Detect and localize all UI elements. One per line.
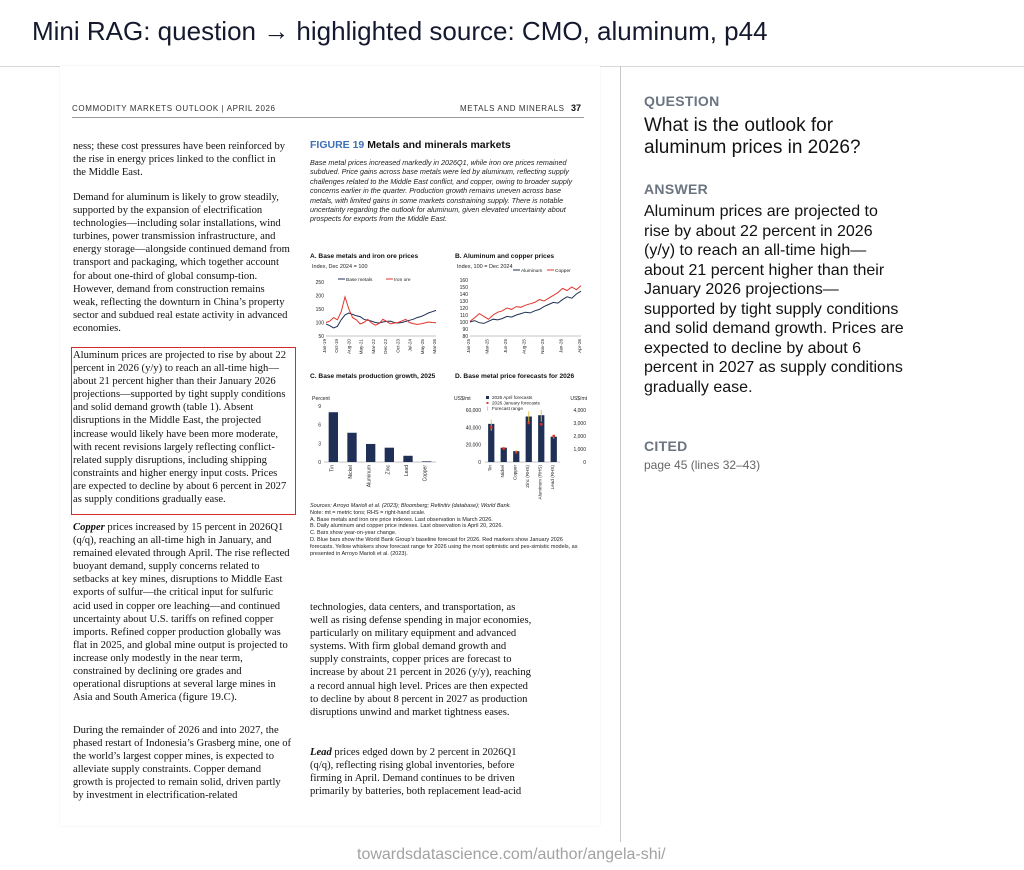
y-tick-label: 200 [315, 293, 324, 300]
paragraph [310, 746, 532, 798]
series-line [326, 310, 436, 328]
y-tick-label: 0 [478, 460, 481, 466]
y-tick-label-right: 0 [583, 460, 586, 466]
y-tick-label: 90 [462, 327, 468, 333]
january-forecast-marker [553, 435, 555, 437]
figure-note: D. Blue bars show the World Bank Group’s baseline forecast for 2026. Red markers show January 2026 forecasts. Yellow whiskers show forecast range for 2026 using the most optimistic and pes-simistic models, as presented in Arroyo Marioli et al. (2023). [310, 536, 578, 557]
panel-divider [620, 66, 621, 842]
running-head-rule [72, 117, 584, 118]
figure-sources [310, 503, 585, 557]
y-axis-label-right: US$/mt [570, 396, 587, 402]
x-tick-label: Nov-25 [540, 339, 545, 354]
x-tick-label: Jan-19 [322, 339, 327, 354]
bar [501, 448, 507, 462]
x-tick-label: May-21 [358, 339, 364, 355]
chart-b-note: Index, 100 = Dec 2024 [457, 264, 513, 270]
legend-label: Copper [555, 269, 571, 274]
highlighted-paragraph: Aluminum prices are projected to rise by about 22 percent in 2026 (y/y) to reach an all-time high—about 21 percent higher than their January 2026 projections—supported by tight supply conditions and solid demand growth (table 1). Absent disruptions in the Middle East, the projected increase would likely have been more moderate, with recent revisions largely reflecting conflict-related supply disruptions, including shipping constraints and higher energy input costs. Prices are expected to decline by about 6 percent in 2027 as supply conditions gradually ease. [73, 350, 287, 506]
figure-note: C. Bars show year-on-year change. [310, 530, 397, 537]
figure-note-line: Note: mt = metric tons; RHS = right-hand scale. [310, 509, 426, 516]
legend-label: 2026 January forecasts [492, 400, 540, 406]
source-watermark: towardsdatascience.com/author/angela-shi/ [357, 846, 666, 863]
paragraph-body: prices edged down by 2 percent in 2026Q1 (q/q), reflecting rising global inventories, before firming in April. Demand continues to be driven primarily by batteries, both replacement lead-acid [310, 747, 522, 798]
january-forecast-marker [503, 447, 505, 449]
x-tick-label: Apr-26 [577, 339, 582, 353]
y-tick-label: 40,000 [465, 425, 481, 432]
bar [551, 437, 557, 462]
y-tick-label: 150 [459, 285, 468, 291]
y-axis-label-left: US$/mt [454, 396, 471, 402]
bar [347, 433, 356, 462]
y-tick-label-right: 2,000 [573, 434, 586, 440]
x-tick-label: Aluminum [366, 465, 373, 488]
x-tick-label: Tin [487, 465, 493, 472]
series-line [470, 286, 581, 322]
y-axis-label: Percent [312, 396, 330, 402]
chart-a-note: Index, Dec 2024 = 100 [312, 264, 368, 270]
x-tick-label: Mar-25 [484, 339, 490, 354]
y-tick-label: 6 [318, 422, 321, 429]
chart-a [310, 262, 442, 370]
y-tick-label: 100 [459, 320, 468, 326]
paragraph-lead: Copper [73, 522, 105, 533]
paragraph: During the remainder of 2026 and into 2027, the phased restart of Indonesia’s Grasberg mine, one of the world’s largest copper mines, is expected to alleviate supply constraints. Copper demand growth is projected to remain solid, driven partly by investment in electrification-related [73, 725, 292, 802]
paragraph [73, 521, 290, 704]
bar [366, 444, 375, 462]
x-tick-label: Oct-23 [395, 339, 401, 353]
chart-d [453, 392, 588, 500]
chart-c [310, 392, 442, 500]
cited-heading: CITED [644, 438, 688, 454]
y-tick-label: 110 [460, 313, 468, 319]
figure-label: FIGURE 19 [310, 139, 365, 151]
x-tick-label: Jun-25 [503, 339, 508, 354]
y-tick-label-right: 4,000 [573, 408, 586, 414]
y-tick-label: 120 [459, 306, 468, 312]
x-tick-label: Mar-22 [370, 339, 376, 354]
x-tick-label: Zinc [385, 465, 392, 475]
chart-d-title: D. Base metal price forecasts for 2026 [455, 373, 575, 380]
chart-c-title: C. Base metals production growth, 2025 [310, 373, 436, 380]
bar [538, 415, 544, 462]
x-tick-label: Nickel [348, 465, 354, 479]
figure-note: A. Base metals and iron ore price indexes. Last observation is March 2026. [310, 516, 493, 523]
legend-swatch [487, 402, 489, 404]
legend-label: Aluminum [521, 269, 543, 274]
y-tick-label: 150 [315, 307, 324, 313]
bar [385, 448, 394, 462]
x-tick-label: Copper [422, 465, 429, 482]
chart-b-title: B. Aluminum and copper prices [455, 253, 555, 260]
january-forecast-marker [515, 451, 517, 453]
y-tick-label: 80 [462, 334, 468, 340]
y-tick-label: 3 [318, 441, 321, 448]
x-tick-label: Aug-20 [346, 339, 352, 354]
y-tick-label: 9 [318, 404, 321, 410]
answer-text: Aluminum prices are projected to rise by about 22 percent in 2026 (y/y) to reach an all-time high—about 21 percent higher than their January 2026 projections—supported by tight supply conditions and solid demand growth. Prices are expected to decline by about 6 percent in 2027 as supply conditions gradually ease. [644, 203, 904, 396]
x-tick-label: Lead (RHS) [549, 465, 555, 490]
series-line [326, 297, 436, 325]
chart-b [453, 262, 588, 370]
figure-title [310, 139, 511, 151]
y-tick-label: 130 [459, 299, 468, 305]
running-head-right: METALS AND MINERALS [460, 104, 565, 113]
x-tick-label: Dec-22 [383, 339, 389, 354]
figure-note: B. Daily aluminum and copper price indexes. Last observation is April 20, 2026. [310, 523, 503, 530]
x-tick-label: Aug-25 [521, 339, 527, 354]
x-tick-label: Copper [512, 465, 518, 481]
cited-location: page 45 (lines 32–43) [644, 458, 761, 472]
y-tick-label: 60,000 [465, 408, 481, 414]
x-tick-label: Oct-19 [334, 339, 340, 353]
question-heading: QUESTION [644, 93, 720, 109]
x-tick-label: Tin [329, 465, 336, 472]
x-tick-label: Mar-26 [432, 339, 437, 354]
bar [329, 412, 338, 462]
y-tick-label: 20,000 [465, 442, 481, 449]
legend-label: Forecast range [492, 406, 523, 411]
question-text: What is the outlook for aluminum prices in 2026? [644, 115, 861, 158]
y-tick-label: 160 [459, 278, 468, 284]
x-tick-label: Nickel [499, 465, 505, 478]
chart-a-title: A. Base metals and iron ore prices [310, 253, 419, 260]
x-tick-label: Lead [404, 465, 410, 477]
x-tick-label: Jan-25 [466, 339, 471, 354]
running-head-left: COMMODITY MARKETS OUTLOOK | APRIL 2026 [72, 104, 276, 113]
app-title: Mini RAG: question → highlighted source: CMO, aluminum, p44 [32, 16, 768, 46]
x-tick-label: Aluminum (RHS) [537, 465, 543, 500]
bar [403, 456, 412, 462]
answer-heading: ANSWER [644, 181, 709, 197]
y-tick-label: 140 [459, 292, 468, 298]
x-tick-label: Zinc (RHS) [524, 465, 530, 488]
bar [422, 461, 431, 462]
figure-title-text: Metals and minerals markets [367, 139, 511, 151]
y-tick-label-right: 3,000 [573, 421, 586, 427]
legend-label: Base metals [346, 278, 373, 283]
january-forecast-marker [540, 423, 542, 425]
january-forecast-marker [490, 426, 492, 428]
y-tick-label: 100 [315, 320, 324, 327]
january-forecast-marker [528, 422, 530, 424]
y-tick-label: 0 [318, 460, 321, 466]
y-tick-label: 250 [315, 280, 324, 286]
paragraph-lead: Lead [310, 747, 332, 758]
x-tick-label: Jul-24 [407, 339, 413, 352]
page-number: 37 [571, 103, 582, 113]
legend-label: 2026 April forecasts [492, 395, 533, 400]
x-tick-label: Jan-26 [558, 339, 564, 354]
paragraph: ness; these cost pressures have been reinforced by the rise in energy prices linked to the conflict in the Middle East. [73, 141, 286, 179]
figure-subtitle: Base metal prices increased markedly in 2026Q1, while iron ore prices remained subdued. Price gains across base metals were led by aluminum, reflecting supply challenges related to the Middle East conflict, and copper, owing to broader supply concerns earlier in the quarter. Production growth remains uneven across base metals, with limited gains in some markets constraining supply. There is notable uncertainty regarding the outlook for aluminum, given elevated uncertainty about prospects for exports from the Middle East. [310, 158, 573, 224]
paragraph: technologies, data centers, and transportation, as well as rising defense spending in major economies, particularly on military equipment and advanced systems. With firm global demand growth and supply constraints, copper prices are forecast to increase by about 21 percent in 2026 (y/y), reaching a record annual high level. Prices are then expected to decline by about 8 percent in 2027 as production disruptions unwind and market tightness eases. [310, 602, 532, 718]
figure-sources-line: Sources: Arroyo Marioli et al. (2023); Bloomberg; Refinitiv (database); World Bank. [310, 503, 511, 509]
paragraph: Demand for aluminum is likely to grow steadily, supported by the expansion of electrification technologies—including solar installations, wind turbines, power transmission infrastructure, and energy storage—alongside continued demand from transport and packaging, which together account for about one-third of global consump-tion. However, demand from construction remains weak, reflecting the downturn in China’s property sector and subdued real estate activity in advanced economies. [73, 192, 290, 334]
paragraph-body: prices increased by 15 percent in 2026Q1 (q/q), reaching an all-time high in January, and remained elevated through April. The rise reflected buoyant demand, supply concerns related to setbacks at key mines, disruptions to Middle East exports of sulfur—the critical input for sulfuric acid used in copper ore leaching—and continued uncertainty about U.S. tariffs on refined copper imports. Refined copper production globally was flat in 2025, and global mine output is projected to increase only modestly in the near term, constrained by declining ore grades and operational disruptions at several large mines in Asia and South America (figure 19.C). [73, 522, 290, 704]
legend-label: Iron ore [394, 278, 411, 283]
x-tick-label: May-25 [419, 339, 425, 355]
y-tick-label-right: 1,000 [573, 447, 586, 453]
y-tick-label: 50 [318, 334, 324, 340]
legend-swatch [486, 396, 489, 399]
